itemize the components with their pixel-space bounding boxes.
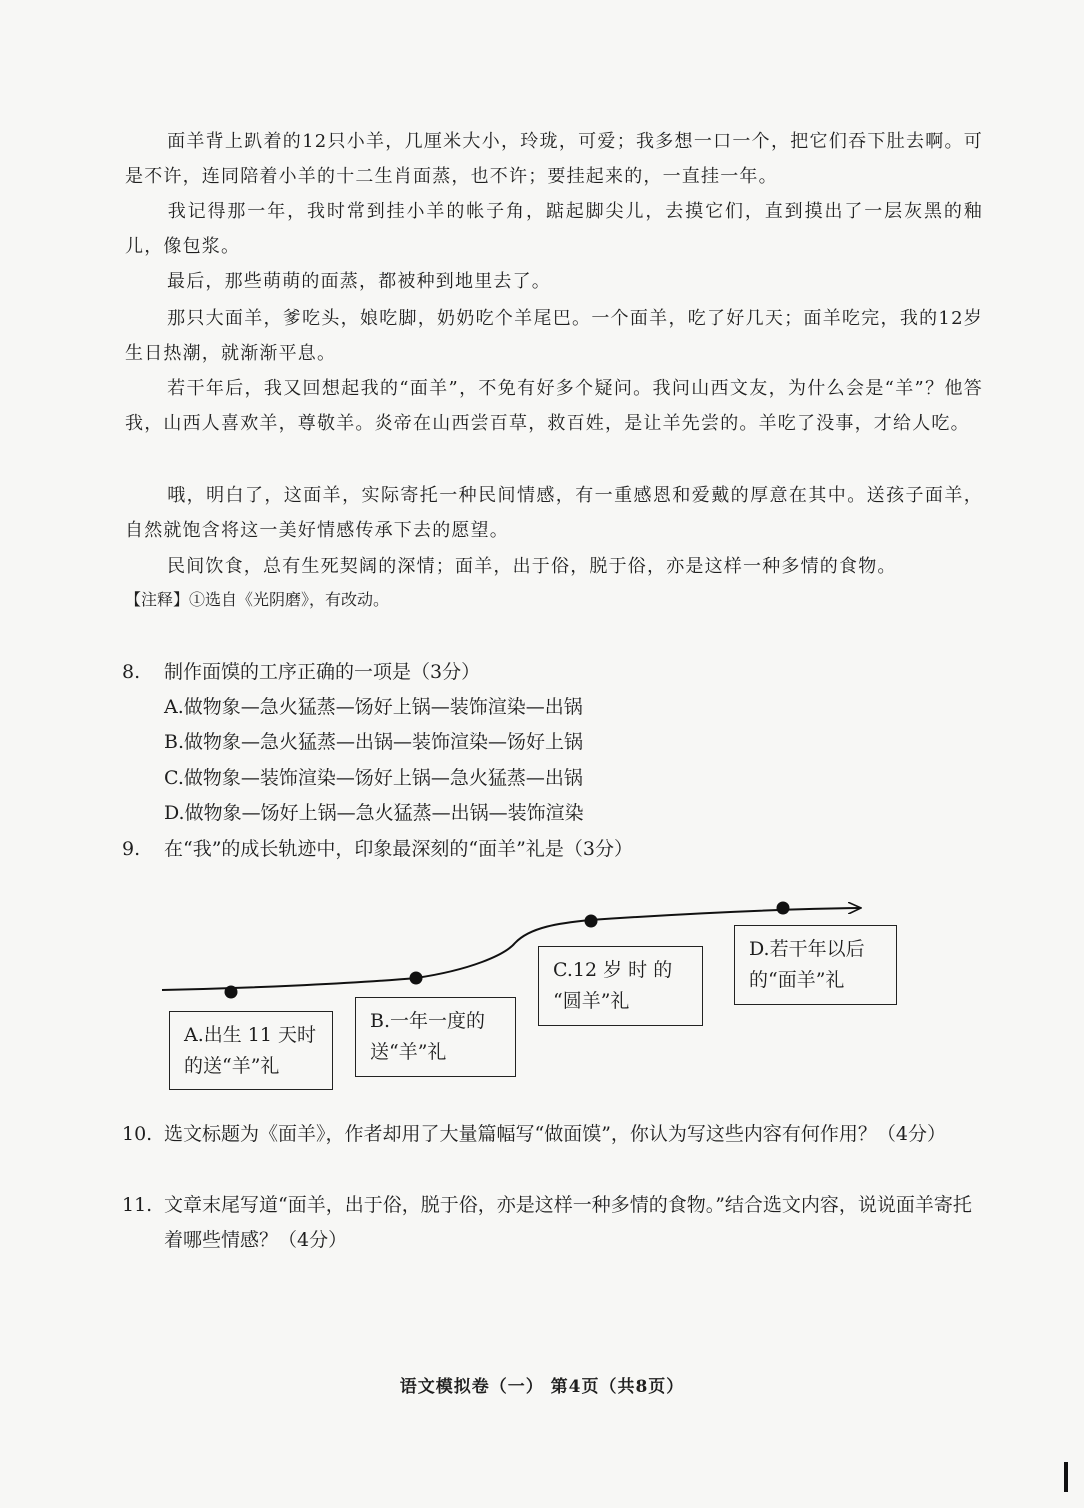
passage-paragraph-2: 我记得那一年，我时常到挂小羊的帐子角，踮起脚尖儿，去摸它们，直到摸出了一层灰黑的釉儿，像包浆。 bbox=[125, 201, 983, 257]
timeline-label-line2: 的送“羊”礼 bbox=[184, 1055, 280, 1077]
passage-paragraph-7: 民间饮食，总有生死契阔的深情；面羊，出于俗，脱于俗，亦是这样一种多情的食物。 bbox=[167, 556, 897, 577]
passage-paragraph-5: 若干年后，我又回想起我的“面羊”，不免有好多个疑问。我问山西文友，为什么会是“羊”？他答我，山西人喜欢羊，尊敬羊。炎帝在山西尝百草，救百姓，是让羊先尝的。羊吃了没事，才给人吃。 bbox=[125, 378, 983, 434]
question-number: 9. bbox=[122, 838, 141, 860]
passage-paragraph-6: 哦，明白了，这面羊，实际寄托一种民间情感，有一重感恩和爱戴的厚意在其中。送孩子面羊，自然就饱含将这一美好情感传承下去的愿望。 bbox=[125, 485, 983, 541]
page-footer: 语文模拟卷（一） 第4页（共8页） bbox=[399, 1377, 685, 1397]
passage-paragraph-4: 那只大面羊，爹吃头，娘吃脚，奶奶吃个羊尾巴。一个面羊，吃了好几天；面羊吃完，我的12岁生日热潮，就渐渐平息。 bbox=[125, 308, 983, 364]
passage-note: 【注释】①选自《光阴磨》，有改动。 bbox=[125, 590, 390, 609]
timeline-dot-a bbox=[225, 986, 238, 999]
question-number: 8. bbox=[122, 661, 141, 683]
timeline-label-line1: D.若干年以后 bbox=[749, 938, 865, 960]
passage-paragraph-3: 最后，那些萌萌的面蒸，都被种到地里去了。 bbox=[167, 271, 551, 292]
timeline-label-line1: A.出生 11 天时 bbox=[184, 1024, 317, 1046]
passage-paragraph-1: 面羊背上趴着的12只小羊，几厘米大小，玲珑，可爱；我多想一口一个，把它们吞下肚去啊。可是不许，连同陪着小羊的十二生肖面蒸，也不许；要挂起来的，一直挂一年。 bbox=[125, 131, 983, 187]
timeline-box-a bbox=[169, 1011, 333, 1090]
timeline-label-line2: 的“面羊”礼 bbox=[749, 969, 845, 991]
question-number: 10. bbox=[122, 1123, 153, 1145]
timeline-dot-c bbox=[585, 915, 598, 928]
q8-option-d: D.做物象—饧好上锅—急火猛蒸—出锅—装饰渲染 bbox=[164, 802, 584, 824]
timeline-dot-b bbox=[410, 972, 423, 985]
timeline-box-b bbox=[355, 997, 516, 1077]
timeline-label-line1: B.一年一度的 bbox=[370, 1010, 486, 1032]
question-number: 11. bbox=[122, 1194, 153, 1216]
timeline-label-line1: C.12 岁 时 的 bbox=[553, 959, 673, 981]
q8-option-a: A.做物象—急火猛蒸—饧好上锅—装饰渲染—出锅 bbox=[164, 696, 583, 718]
timeline-box-c bbox=[538, 946, 703, 1026]
scan-edge-mark bbox=[1064, 1462, 1068, 1492]
question-stem: 文章末尾写道“面羊，出于俗，脱于俗，亦是这样一种多情的食物。”结合选文内容，说说面羊寄托着哪些情感？（4分） bbox=[164, 1194, 972, 1251]
q8-option-b: B.做物象—急火猛蒸—出锅—装饰渲染—饧好上锅 bbox=[164, 731, 584, 753]
question-stem: 选文标题为《面羊》，作者却用了大量篇幅写“做面馍”，你认为写这些内容有何作用？（4分） bbox=[164, 1123, 947, 1145]
timeline-label-line2: 送“羊”礼 bbox=[370, 1041, 447, 1063]
q8-option-c: C.做物象—装饰渲染—饧好上锅—急火猛蒸—出锅 bbox=[164, 767, 583, 789]
question-stem: 制作面馍的工序正确的一项是（3分） bbox=[164, 661, 481, 683]
timeline-label-line2: “圆羊”礼 bbox=[553, 990, 630, 1012]
timeline-box-d bbox=[734, 925, 897, 1005]
question-stem: 在“我”的成长轨迹中，印象最深刻的“面羊”礼是（3分） bbox=[164, 838, 633, 860]
timeline-dot-d bbox=[777, 902, 790, 915]
